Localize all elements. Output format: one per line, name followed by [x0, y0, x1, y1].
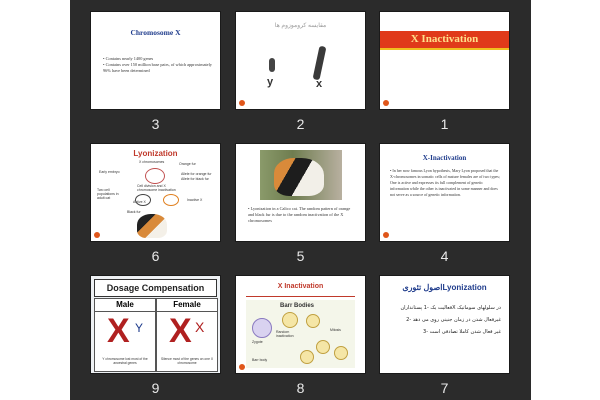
slide-number: 6 [151, 248, 160, 264]
slide-number: 8 [296, 380, 305, 396]
slide-bullet: • Contains nearly 1400 genes [103, 56, 154, 61]
slide-line: غیر فعال شدن کاملا تصادفی است -3 [423, 329, 501, 335]
chromosome-label-y: y [267, 76, 274, 88]
diagram-label: Two cell populations in adult cat [97, 188, 119, 200]
slide-line: غیرفعال شدن در زمان جنینی روی می دهد -2 [406, 317, 501, 323]
x-chromosome-glyph: X [169, 312, 192, 350]
slide-marker-icon [383, 232, 389, 238]
slide-number: 5 [296, 248, 305, 264]
slide-thumbnail-6[interactable] [91, 144, 220, 241]
y-chromosome-image [269, 58, 275, 72]
diagram-label: Cell division and X chromosome inactivation [137, 184, 176, 192]
slide-thumbnail-7[interactable] [380, 276, 509, 373]
orange-cell-icon [163, 194, 179, 206]
diagram-label: Allele for orange fur [181, 172, 212, 176]
zygote-cell-icon [252, 318, 272, 338]
diagram-label: Orange fur [179, 162, 196, 166]
slide-marker-icon [239, 100, 245, 106]
diagram-label: Black fur [127, 210, 141, 214]
x-chromosome-image [313, 46, 327, 81]
embryo-cell-icon [334, 346, 348, 360]
diagram-label: Mitosis [330, 328, 341, 332]
slide-number: 7 [440, 380, 449, 396]
embryo-cell-icon [306, 314, 320, 328]
slide-marker-icon [94, 232, 100, 238]
slide-thumbnail-1[interactable] [380, 12, 509, 109]
diagram-label: Early embryo [99, 170, 120, 174]
embryo-cell-icon [282, 312, 298, 328]
female-column [156, 298, 218, 372]
slide-title: Lyonizationاصول تئوری [402, 283, 487, 292]
diagram-label: Zygote [252, 340, 263, 344]
slide-marker-icon [239, 364, 245, 370]
embryo-cell-icon [145, 168, 165, 184]
slide-body [389, 304, 501, 336]
male-note: Y chromosome lost most of the ancestral genes [102, 357, 148, 365]
title-banner [380, 31, 509, 50]
y-chromosome-glyph: Y [135, 321, 144, 335]
diagram-label: Random inactivation [276, 330, 294, 338]
slide-line: در سلولهای سوماتیک Xفعالیت یک -1 پستانداران [400, 305, 501, 311]
slide-body: • In her now famous Lyon hypothesis, Mary Lyon proposed that the X-chromosomes in somatic cells of mature females are of two types; One is active and expresses its full complement of genetic information while the other is inactivated in some manner and does not serve as a source of genetic information. [390, 168, 500, 197]
slide-caption: • Lyonization in a Calico cat. The random pattern of orange and black fur is due to the random inactivation of the X chromosomes [248, 206, 351, 223]
slide-title: مقایسه کروموزوم ها [274, 23, 327, 29]
embryo-cell-icon [300, 350, 314, 364]
male-column [94, 298, 156, 372]
slide-bullet: • Contains over 150 million base pairs, of which approximately 96% have been determined [103, 62, 212, 73]
female-header: Female [157, 299, 217, 312]
diagram-label: Inactive X [187, 198, 203, 202]
calico-cat-photo [260, 150, 342, 200]
slide-number: 9 [151, 380, 160, 396]
x-chromosome-glyph: X [195, 319, 205, 335]
slide-number: 1 [440, 116, 449, 132]
chromosome-label-x: x [316, 78, 323, 90]
slide-number: 3 [151, 116, 160, 132]
slide-title: Chromosome X [130, 28, 181, 37]
slide-title: X Inactivation [410, 33, 479, 45]
slide-title: X Inactivation [277, 283, 324, 290]
slide-title: Lyonization [133, 149, 178, 158]
male-header: Male [95, 299, 155, 312]
slide-thumbnail-9[interactable] [91, 276, 220, 373]
slide-title: X-Inactivation [422, 154, 467, 162]
black-cell-icon [135, 194, 151, 206]
embryo-cell-icon [316, 340, 330, 354]
slide-sorter-panel [70, 0, 531, 400]
slide-thumbnail-4[interactable] [380, 144, 509, 241]
female-note: Silence most of the genes on one X chromosome [160, 357, 214, 365]
slide-thumbnail-8[interactable] [236, 276, 365, 373]
slide-marker-icon [383, 100, 389, 106]
slide-thumbnail-5[interactable] [236, 144, 365, 241]
diagram-box [246, 300, 355, 368]
x-chromosome-glyph: X [107, 312, 130, 350]
slide-number: 2 [296, 116, 305, 132]
diagram-label: Barr body [252, 358, 268, 362]
diagram-label: Allele for black fur [181, 177, 209, 181]
diagram-label: X chromosomes [139, 160, 165, 164]
diagram-label: Active X [133, 200, 146, 204]
slide-subtitle: Barr Bodies [280, 303, 315, 309]
slide-title: Dosage Compensation [94, 279, 217, 297]
slide-divider [246, 296, 355, 297]
slide-number: 4 [440, 248, 449, 264]
slide-thumbnail-3[interactable] [91, 12, 220, 109]
slide-thumbnail-2[interactable] [236, 12, 365, 109]
calico-cat-image [137, 214, 167, 238]
